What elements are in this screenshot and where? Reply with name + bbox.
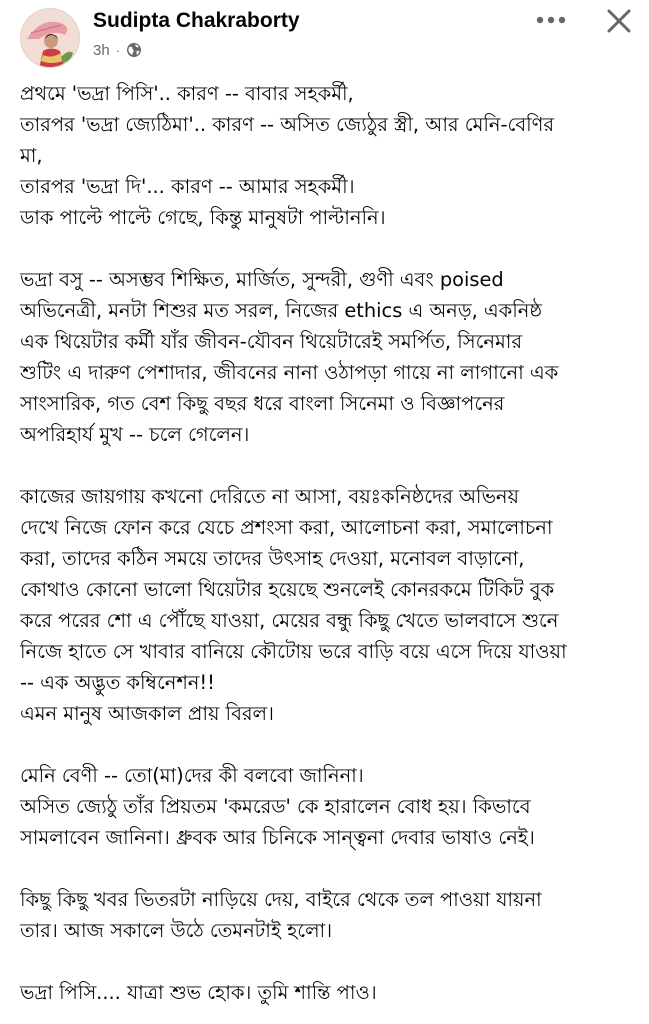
globe-icon[interactable]: [126, 42, 142, 58]
post-paragraph: [20, 884, 635, 946]
post-text-line: অসিত জ্যেঠু তাঁর প্রিয়তম 'কমরেড' কে হারালেন বোধ হয়। কিভাবে: [20, 795, 531, 818]
post-text-line: প্রথমে 'ভদ্রা পিসি'.. কারণ -- বাবার সহকর্মী,: [20, 82, 354, 105]
avatar[interactable]: [20, 8, 80, 68]
post-text-line: মেনি বেণী -- তো(মা)দের কী বলবো জানিনা।: [20, 764, 364, 787]
post-text-line: কিছু কিছু খবর ভিতরটা নাড়িয়ে দেয়, বাইরে থেকে তল পাওয়া যায়না: [20, 888, 542, 911]
post-text-line: ডাক পাল্টে পাল্টে গেছে, কিন্তু মানুষটা পাল্টাননি।: [20, 206, 386, 229]
close-button[interactable]: [602, 4, 636, 38]
post-text-line: ভদ্রা বসু -- অসম্ভব শিক্ষিত, মার্জিত, সুন্দরী, গুণী এবং poised: [20, 268, 504, 291]
post-text-line: এমন মানুষ আজকাল প্রায় বিরল।: [20, 702, 274, 725]
post-text-line: সামলাবেন জানিনা। ধ্রুবক আর চিনিকে সান্ত্বনা দেবার ভাষাও নেই।: [20, 826, 535, 849]
post-paragraph: [20, 264, 635, 450]
post-paragraph: [20, 760, 635, 853]
post-header: [0, 0, 649, 76]
post-text-line: করা, তাদের কঠিন সময়ে তাদের উৎসাহ দেওয়া, মনোবল বাড়ানো,: [20, 547, 525, 570]
post-text-line: -- এক অদ্ভুত কম্বিনেশন!!: [20, 671, 215, 694]
post-text-line: এক থিয়েটার কর্মী যাঁর জীবন-যৌবন থিয়েটারেই সমর্পিত, সিনেমার: [20, 330, 523, 353]
post-text-line: তার। আজ সকালে উঠে তেমনটাই হলো।: [20, 919, 333, 942]
author-name[interactable]: Sudipta Chakraborty: [93, 9, 300, 32]
post-timestamp[interactable]: 3h: [93, 41, 110, 59]
post-text-line: তারপর 'ভদ্রা দি'... কারণ -- আমার সহকর্মী।: [20, 175, 355, 198]
post-text-line: নিজে হাতে সে খাবার বানিয়ে কৌটোয় ভরে বাড়ি বয়ে এসে দিয়ে যাওয়া: [20, 640, 567, 663]
post-paragraph: [20, 977, 635, 1008]
post-text-line: কোথাও কোনো ভালো থিয়েটার হয়েছে শুনলেই কোনরকমে টিকিট বুক: [20, 578, 555, 601]
more-horizontal-icon: [529, 8, 573, 32]
post-text-line: শুটিং এ দারুণ পেশাদার, জীবনের নানা ওঠাপড়া গায়ে না লাগানো এক: [20, 361, 559, 384]
post-text: [20, 78, 635, 1008]
meta-separator: ·: [115, 42, 121, 58]
post-text-line: মা,: [20, 144, 43, 167]
post-text-line: অপরিহার্য মুখ -- চলে গেলেন।: [20, 423, 250, 446]
post-text-line: ভদ্রা পিসি.... যাত্রা শুভ হোক। তুমি শান্তি পাও।: [20, 981, 377, 1004]
post-text-line: সাংসারিক, গত বেশ কিছু বছর ধরে বাংলা সিনেমা ও বিজ্ঞাপনের: [20, 392, 505, 415]
post-paragraph: [20, 481, 635, 729]
post-text-line: তারপর 'ভদ্রা জ্যেঠিমা'.. কারণ -- অসিত জ্যেঠুর স্ত্রী, আর মেনি-বেণির: [20, 113, 555, 136]
close-icon: [602, 4, 636, 38]
more-options-button[interactable]: [529, 8, 573, 32]
post-text-line: অভিনেত্রী, মনটা শিশুর মত সরল, নিজের ethics এ অনড়, একনিষ্ঠ: [20, 299, 542, 322]
post-text-line: কাজের জায়গায় কখনো দেরিতে না আসা, বয়ঃকনিষ্ঠদের অভিনয়: [20, 485, 519, 508]
post-text-line: দেখে নিজে ফোন করে যেচে প্রশংসা করা, আলোচনা করা, সমালোচনা: [20, 516, 553, 539]
post-text-line: করে পরের শো এ পৌঁছে যাওয়া, মেয়ের বন্ধু কিছু খেতে ভালবাসে শুনে: [20, 609, 559, 632]
avatar-image: [21, 9, 80, 68]
post-meta: [93, 40, 142, 60]
post-paragraph: [20, 78, 635, 233]
